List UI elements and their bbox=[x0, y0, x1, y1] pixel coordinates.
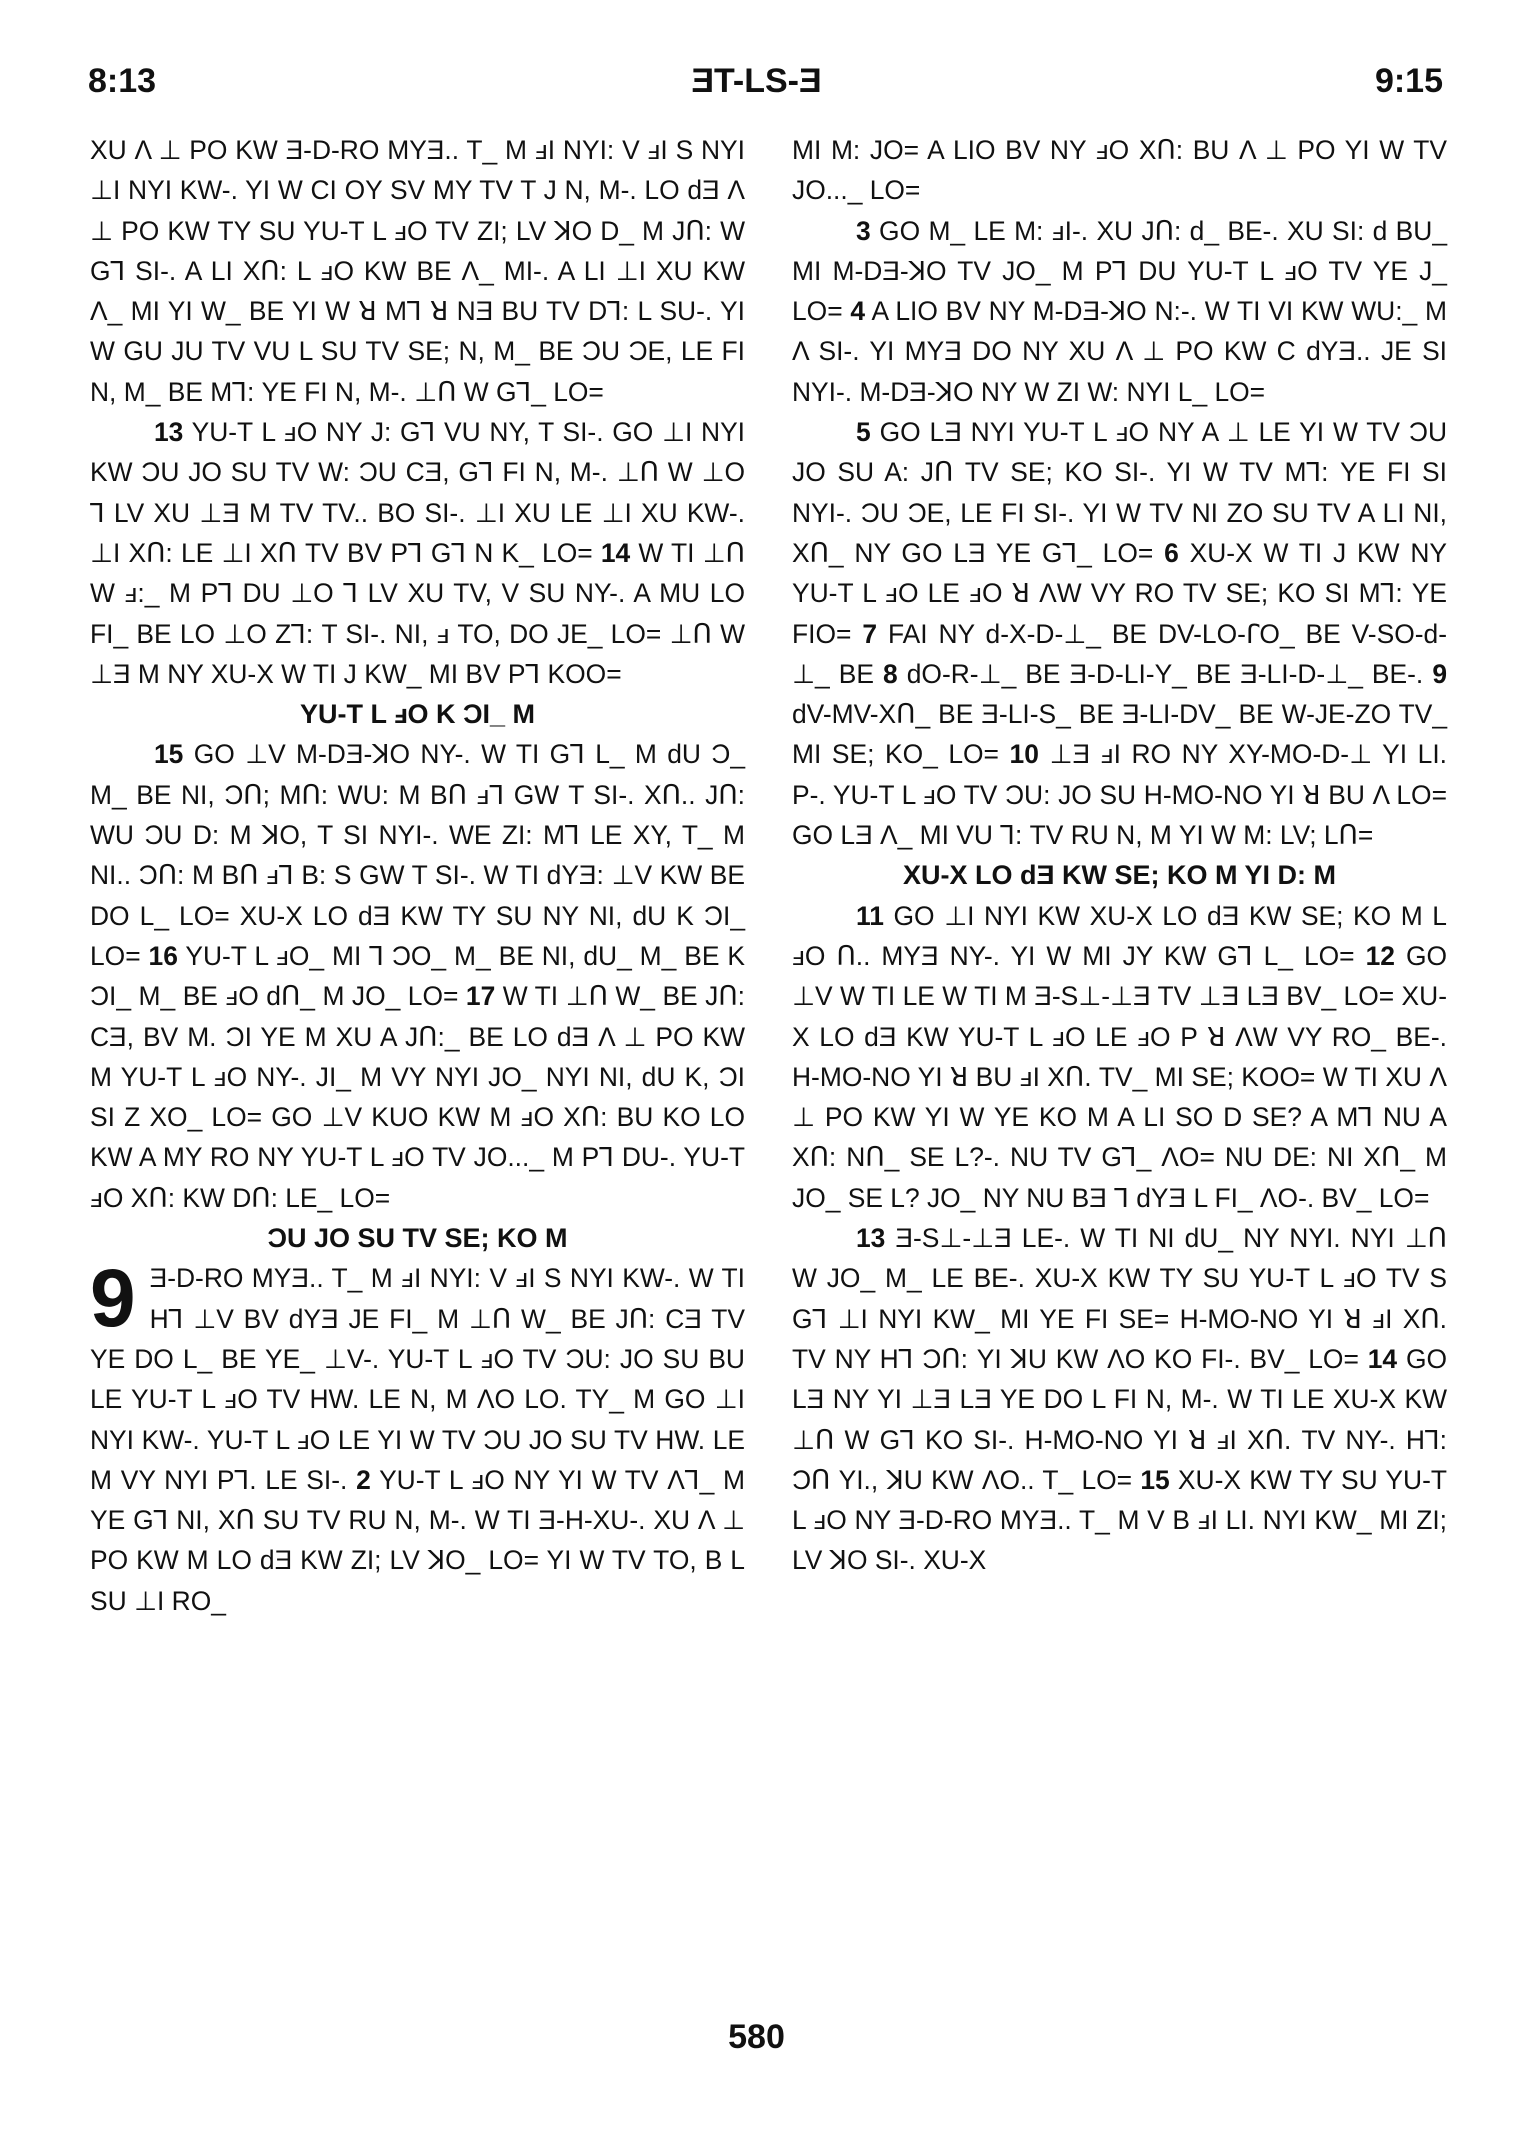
verse-number: 17 bbox=[465, 981, 496, 1012]
verse-text: W TI ⊥Ո W_ BE JՈ: CƎ, BV M. ƆI YE M XU A JՈ:_ BE LO dƎ Λ ⊥ PO KW M YU-T L ⅎO NY-. JI_ M VY NYI JO_ NYI NI, dU K, ƆI SI Z XO_ LO= GO ⊥V KUO KW M ⅎO XՈ: BU KO LO KW A MY RO NY YU-T L ⅎO TV JO..._ M Pꓶ DU-. YU-T ⅎO XՈ: KW DՈ: LE_ LO= bbox=[90, 981, 745, 1213]
verse-number: 11 bbox=[856, 900, 884, 931]
verse-text: FAI NY d-X-D-⊥_ BE DV-LO-ꓩO_ BE V-SO-d-⊥_ BE bbox=[792, 618, 1447, 689]
section-heading: XU-X LO dƎ KW SE; KO M YI D: M bbox=[902, 860, 1336, 891]
verse-text: A LIO BV NY M-DƎ-ꓘO N:-. W TI VI KW WU:_ M Λ SI-. YI MYƎ DO NY XU Λ ⊥ PO KW C dYƎ.. JE SI NYI-. M-DƎ-ꓘO NY W ZI W: NYI L_ LO= bbox=[792, 296, 1447, 407]
section-heading: ƆU JO SU TV SE; KO M bbox=[267, 1223, 568, 1254]
verse-number: 13 bbox=[154, 417, 184, 448]
verse-number: 5 bbox=[856, 417, 871, 448]
chapter-number: 9 bbox=[90, 1253, 136, 1345]
verse-text: dV-MV-XՈ_ BE Ǝ-LI-S_ BE Ǝ-LI-DV_ BE W-JE-ZO TV_ MI SE; KO_ LO= bbox=[792, 699, 1447, 770]
verse-text: W TI ⊥Ո W ⅎ:_ M Pꓶ DU ⊥O ꓶ LV XU TV, V SU NY-. A MU LO FI_ BE LO ⊥O Zꓶ: T SI-. NI, ⅎ TO, DO JE_ LO= ⊥Ո W ⊥Ǝ M NY XU-X W TI J KW_ MI BV Pꓶ KOO= bbox=[90, 537, 745, 689]
verse-number: 16 bbox=[148, 940, 178, 971]
paragraph bbox=[792, 412, 1447, 855]
verse-text: Ǝ-D-RO MYƎ.. T_ M ⅎI NYI: V ⅎI S NYI KW-. W TI Hꓶ ⊥V BV dYƎ JE FI_ M ⊥Ո W_ BE JՈ: CƎ TV YE DO L_ BE YE_ ⊥V-. YU-T L ⅎO TV ƆU: JO SU BU LE YU-T L ⅎO TV HW. LE N, M ΛO LO. TY_ M GO ⊥I NYI KW-. YU-T L ⅎO LE YI W TV ƆU JO SU TV HW. LE M VY NYI Pꓶ. LE SI-. bbox=[90, 1263, 745, 1495]
left-column bbox=[90, 130, 745, 1621]
verse-number: 14 bbox=[600, 537, 631, 568]
verse-text: YU-T L ⅎO_ MI ꓶ ƆO_ M_ BE NI, dU_ M_ BE K ƆI_ M_ BE ⅎO dՈ_ M JO_ LO= bbox=[90, 940, 745, 1012]
paragraph bbox=[90, 412, 745, 694]
verse-number: 10 bbox=[1009, 739, 1039, 770]
verse-text: XU-X KW TY SU YU-T L ⅎO NY Ǝ-D-RO MYƎ.. T_ M V B ⅎI LI. NYI KW_ MI ZI; LV ꓘO SI-. XU-X bbox=[792, 1464, 1447, 1576]
verse-text: ⊥Ǝ ⅎI RO NY XY-MO-D-⊥ YI LI. P-. YU-T L ⅎO TV ƆU: JO SU H-MO-NO YI ꓤ BU Λ LO= GO LƎ Λ_ MI VU ꓶ: TV RU N, M YI W M: LV; LՈ= bbox=[792, 739, 1447, 851]
verse-text: GO ⊥V M-DƎ-ꓘO NY-. W TI Gꓶ L_ M dU Ɔ_ M_ BE NI, ƆՈ; MՈ: WU: M BՈ ⅎꓶ GW T SI-. XՈ.. JՈ: WU ƆU D: M ꓘO, T SI NYI-. WE ZI: Mꓶ LE XY, T_ M NI.. ƆՈ: M BՈ ⅎꓶ B: S GW T SI-. W TI dYƎ: ⊥V KW BE DO L_ LO= XU-X LO dƎ KW TY SU NY NI, dU K ƆI_ LO= bbox=[90, 739, 745, 971]
paragraph: MI M: JO= A LIO BV NY ⅎO XՈ: BU Λ ⊥ PO YI W TV JO..._ LO= bbox=[792, 135, 1447, 206]
paragraph bbox=[792, 211, 1447, 412]
verse-number: 3 bbox=[856, 215, 871, 246]
verse-number: 7 bbox=[862, 618, 878, 649]
right-column bbox=[792, 130, 1447, 1581]
verse-number: 15 bbox=[154, 739, 184, 770]
header-book-title: ƎT-LS-Ǝ bbox=[691, 62, 822, 100]
verse-number: 8 bbox=[882, 658, 898, 689]
verse-text: YU-T L ⅎO NY YI W TV Λꓶ_ M YE Gꓶ NI, XՈ SU TV RU N, M-. W TI Ǝ-H-XU-. XU Λ ⊥ PO KW M LO dƎ KW ZI; LV ꓘO_ LO= YI W TV TO, B L SU ⊥I RO_ bbox=[90, 1464, 745, 1616]
verse-text: dO-R-⊥_ BE Ǝ-D-LI-Y_ BE Ǝ-LI-D-⊥_ BE-. bbox=[906, 658, 1424, 689]
verse-number: 4 bbox=[850, 296, 866, 327]
verse-number: 12 bbox=[1365, 940, 1395, 971]
paragraph bbox=[90, 1253, 745, 1621]
verse-number: 6 bbox=[1164, 537, 1179, 568]
verse-number: 14 bbox=[1367, 1343, 1398, 1374]
paragraph bbox=[792, 896, 1447, 1218]
paragraph bbox=[792, 1218, 1447, 1581]
verse-number: 9 bbox=[1432, 658, 1447, 689]
verse-text: GO LƎ NY YI ⊥Ǝ LƎ YE DO L FI N, M-. W TI LE XU-X KW ⊥Ո W Gꓶ KO SI-. H-MO-NO YI ꓤ ⅎI XՈ. TV NY-. Hꓶ: ƆՈ YI., ꓘU KW ΛO.. T_ LO= bbox=[792, 1343, 1447, 1495]
page-number: 580 bbox=[728, 2018, 785, 2056]
paragraph: XU Λ ⊥ PO KW Ǝ-D-RO MYƎ.. T_ M ⅎI NYI: V ⅎI S NYI ⊥I NYI KW-. YI W CI OY SV MY TV T J N, M-. LO dƎ Λ ⊥ PO KW TY SU YU-T L ⅎO TV ZI; LV ꓘO D_ M JՈ: W Gꓶ SI-. A LI XՈ: L ⅎO KW BE Λ_ MI-. A LI ⊥I XU KW Λ_ MI YI W_ BE YI W ꓤ Mꓶ ꓤ NƎ BU TV Dꓶ: L SU-. YI W GU JU TV VU L SU TV SE; N, M_ BE ƆU ƆE, LE FI N, M_ BE Mꓶ: YE FI N, M-. ⊥Ո W Gꓶ_ LO= bbox=[90, 135, 745, 407]
verse-text: XU-X W TI J KW NY YU-T L ⅎO LE ⅎO ꓤ ΛW VY RO TV SE; KO SI Mꓶ: YE FIO= bbox=[792, 537, 1447, 649]
verse-number: 2 bbox=[356, 1464, 371, 1495]
verse-text: YU-T L ⅎO NY J: Gꓶ VU NY, T SI-. GO ⊥I NYI KW ƆU JO SU TV W: ƆU CƎ, Gꓶ FI N, M-. ⊥Ո W ⊥O ꓶ LV XU ⊥Ǝ M TV TV.. BO SI-. ⊥I XU LE ⊥I XU KW-. ⊥I XՈ: LE ⊥I XՈ TV BV Pꓶ Gꓶ N K_ LO= bbox=[90, 417, 746, 568]
verse-text: GO LƎ NYI YU-T L ⅎO NY A ⊥ LE YI W TV ƆU JO SU A: JՈ TV SE; KO SI-. YI W TV Mꓶ: YE FI SI NYI-. ƆU ƆE, LE FI SI-. YI W TV NI ZO SU TV A LI NI, XՈ_ NY GO LƎ YE Gꓶ_ LO= bbox=[792, 417, 1447, 568]
verse-text: Ǝ-S⊥-⊥Ǝ LE-. W TI NI dU_ NY NYI. NYI ⊥Ո W JO_ M_ LE BE-. XU-X KW TY SU YU-T L ⅎO TV S Gꓶ ⊥I NYI KW_ MI YE FI SE= H-MO-NO YI ꓤ ⅎI XՈ. TV NY Hꓶ ƆՈ: YI ꓘU KW ΛO KO FI-. BV_ LO= bbox=[792, 1223, 1447, 1374]
paragraph bbox=[90, 734, 745, 1218]
verse-text: GO ⊥V W TI LE W TI M Ǝ-S⊥-⊥Ǝ TV ⊥Ǝ LƎ BV_ LO= XU-X LO dƎ KW YU-T L ⅎO LE ⅎO P ꓤ ΛW VY RO_ BE-. H-MO-NO YI ꓤ BU ⅎI XՈ. TV_ MI SE; KOO= W TI XU Λ ⊥ PO KW YI W YE KO M A LI SO D SE? A Mꓶ NU A XՈ: NՈ_ SE L?-. NU TV Gꓶ_ ΛO= NU DE: NI XՈ_ M JO_ SE L? JO_ NY NU BƎ ꓶ dYƎ L FI_ ΛO-. BV_ LO= bbox=[792, 940, 1447, 1213]
verse-text: GO M_ LE M: ⅎI-. XU JՈ: d_ BE-. XU SI: d BU_ MI M-DƎ-ꓘO TV JO_ M Pꓶ DU YU-T L ⅎO TV YE J_ LO= bbox=[792, 215, 1447, 327]
section-heading: YU-T L ⅎO K ƆI_ M bbox=[299, 699, 536, 730]
verse-number: 13 bbox=[856, 1223, 886, 1254]
verse-text: GO ⊥I NYI KW XU-X LO dƎ KW SE; KO M L ⅎO Ո.. MYƎ NY-. YI W MI JY KW Gꓶ L_ LO= bbox=[792, 900, 1447, 971]
header-right-reference: 9:15 bbox=[1374, 62, 1443, 100]
page-header bbox=[0, 62, 1513, 112]
header-left-reference: 8:13 bbox=[88, 62, 157, 100]
verse-number: 15 bbox=[1140, 1464, 1170, 1495]
